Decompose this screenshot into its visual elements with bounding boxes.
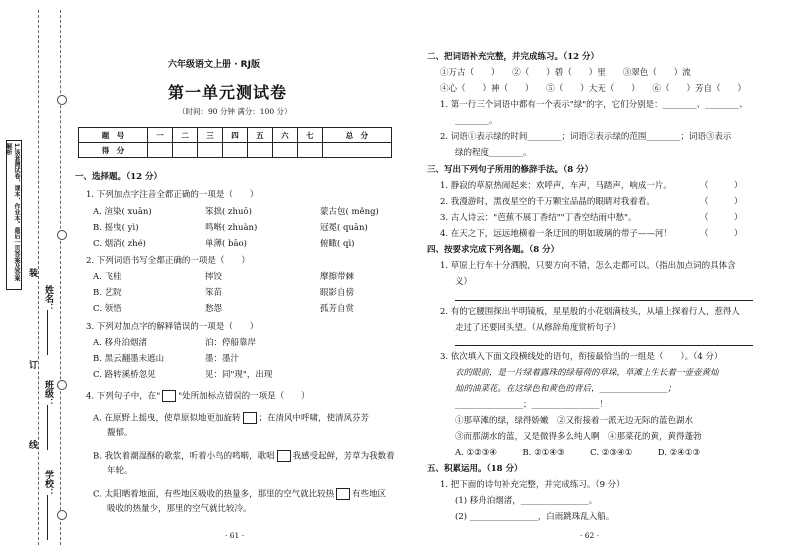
sentence-option-row: ①那草滩的绿，绿得娇嫩 ②又衔接着一派无边无际的蓝色湖水 bbox=[455, 416, 694, 426]
score-table bbox=[78, 127, 392, 158]
score-input-cell[interactable] bbox=[148, 143, 173, 158]
question-stem-continuation: 走过了还要回头望。（从修辞角度赏析句子） bbox=[455, 323, 621, 333]
score-cell: 七 bbox=[297, 128, 322, 143]
score-cell: 得 分 bbox=[79, 143, 148, 158]
option-item: 孤芳自赏 bbox=[320, 304, 355, 314]
option-item: 见：同"现"，出现 bbox=[205, 370, 273, 380]
section-heading: 五、积累运用。（18 分） bbox=[427, 464, 523, 474]
page-number: · 61 · bbox=[225, 531, 245, 540]
option[interactable]: A. 移舟泊烟渚 bbox=[93, 338, 148, 348]
option-item: 愁怨 bbox=[205, 304, 223, 314]
option-item: 冠冕( quān) bbox=[320, 223, 368, 233]
score-table-header-row bbox=[79, 128, 392, 143]
sentence-option-row: ③而那湖水的蓝，又是微得多么纯人啊 ④那菜花的黄，黄得蓬勃 bbox=[455, 432, 702, 442]
question-stem: 3. 依次填入下面文段横线处的语句，衔接最恰当的一组是（ ）。（4 分） bbox=[440, 352, 723, 362]
answer-paren[interactable]: （ ） bbox=[700, 229, 743, 239]
question-stem: 2. 词语①表示绿的时间________；词语②表示绿的范围________；词语③表示 bbox=[440, 132, 732, 142]
score-cell: 三 bbox=[198, 128, 223, 143]
option-continuation: 年轮。 bbox=[107, 466, 133, 476]
section-heading: 二、把词语补充完整，并完成练习。（12 分） bbox=[427, 52, 600, 62]
score-input-cell[interactable] bbox=[198, 143, 223, 158]
option-item: 泊：停船靠岸 bbox=[205, 338, 257, 348]
option-item: 鸣啭( zhuàn) bbox=[205, 223, 258, 233]
option-text: 我感受起鲜，芳草为我数着 bbox=[292, 451, 395, 462]
option[interactable]: C. 烟消( zhé) bbox=[93, 239, 146, 249]
question-stem-part: 4. 下列句子中，在" bbox=[86, 391, 161, 402]
section-heading: 一、选择题。（12 分） bbox=[75, 172, 163, 182]
binding-hole bbox=[57, 380, 67, 390]
question-stem-continuation: 义） bbox=[455, 277, 473, 287]
score-table-score-row bbox=[79, 143, 392, 158]
option-text: A. 在原野上摇曳，使草原似地更加旋转 bbox=[93, 413, 241, 424]
punctuation-box-icon bbox=[336, 488, 350, 500]
score-input-cell[interactable] bbox=[173, 143, 198, 158]
option-item: 摔饺 bbox=[205, 272, 223, 282]
school-field[interactable] bbox=[47, 495, 48, 540]
option-item: 单薄( bāo) bbox=[205, 239, 247, 249]
question-stem: 1. 下列加点字注音全都正确的一项是（ ） bbox=[86, 190, 259, 200]
page-number: · 62 · bbox=[580, 531, 600, 540]
exam-notice-box: 1.该套测试卷，课本，作业本。最后一页答案及答案解析 bbox=[6, 140, 22, 290]
option[interactable]: B. 艺院 bbox=[93, 288, 122, 298]
poem-blank[interactable]: (1) 移舟泊烟渚，________________。 bbox=[455, 496, 598, 506]
question-stem: 2. 下列词语书写全都正确的一项是（ ） bbox=[86, 256, 250, 266]
seal-char: 装 bbox=[27, 268, 37, 277]
punctuation-box-icon bbox=[162, 390, 176, 402]
option-item: 蒙古包( měng) bbox=[320, 207, 379, 217]
option[interactable] bbox=[93, 450, 395, 463]
binding-hole bbox=[57, 230, 67, 240]
question-stem: 3. 古人诗云："芭蕉不展丁香结""丁香空结雨中愁"。 bbox=[440, 213, 637, 223]
question-stem: 1. 第一行三个词语中都有一个表示"绿"的字，它们分别是：________、________、 bbox=[440, 100, 748, 110]
option[interactable]: B. 黑云翻墨未遮山 bbox=[93, 354, 165, 364]
answer-paren[interactable]: （ ） bbox=[700, 181, 743, 191]
question-stem: 1. 草原上行车十分洒脱，只要方向不错，怎么走都可以。（指出加点词的具体含 bbox=[440, 261, 736, 271]
answer-line[interactable] bbox=[455, 345, 753, 346]
punctuation-box-icon bbox=[277, 450, 291, 462]
question-stem: 4. 在天之下，远远地横着一条迂回的明如玻璃的带子——河！ bbox=[440, 229, 672, 239]
exam-subtitle: （时间：90 分钟 满分：100 分） bbox=[178, 107, 292, 116]
option[interactable]: B. 摇曳( yì) bbox=[93, 223, 139, 233]
question-stem: 1. 把下面的诗句补充完整，并完成练习。（9 分） bbox=[440, 480, 625, 490]
answer-paren[interactable]: （ ） bbox=[700, 197, 743, 207]
option[interactable]: A. 渲染( xuān) bbox=[93, 207, 152, 217]
answer-blank[interactable]: ________。 bbox=[455, 116, 498, 126]
seal-char: 订 bbox=[27, 360, 37, 369]
punctuation-box-icon bbox=[243, 412, 257, 424]
answer-line[interactable] bbox=[455, 300, 753, 301]
option-text: C. 太阳晒着地面，有些地区吸收的热量多，那里的空气就比较热 bbox=[93, 489, 335, 500]
binding-line-outer bbox=[38, 10, 39, 545]
class-field[interactable] bbox=[47, 405, 48, 450]
option[interactable]: C. 领悟 bbox=[93, 304, 122, 314]
score-cell: 四 bbox=[222, 128, 247, 143]
binding-hole bbox=[57, 510, 67, 520]
score-cell: 五 bbox=[247, 128, 272, 143]
score-cell: 总 分 bbox=[322, 128, 391, 143]
option[interactable]: C. 路转溪桥忽见 bbox=[93, 370, 156, 380]
option-continuation: 馥郁。 bbox=[107, 428, 133, 438]
page-title: 第一单元测试卷 bbox=[168, 83, 288, 102]
name-field[interactable] bbox=[47, 310, 48, 355]
passage-blanks[interactable]: ________________；________________！ bbox=[455, 400, 609, 410]
question-stem: 2. 我漫游时，黑夜星空的千万颗宝品晶的眼睛对我着看。 bbox=[440, 197, 655, 207]
option-item: 眼影自傍 bbox=[320, 288, 355, 298]
score-cell: 二 bbox=[173, 128, 198, 143]
answer-choices[interactable]: A. ①②③④ B. ②①④③ C. ②③④① D. ②④①③ bbox=[455, 448, 701, 458]
fill-blank-row[interactable]: ①万古（ ） ②（ ）碧（ ）里 ③翠色（ ）流 bbox=[440, 68, 691, 78]
score-input-cell[interactable] bbox=[272, 143, 297, 158]
option-item: 俯瞰( qì) bbox=[320, 239, 355, 249]
score-input-cell[interactable] bbox=[247, 143, 272, 158]
answer-paren[interactable]: （ ） bbox=[700, 213, 743, 223]
option[interactable]: A. 飞桂 bbox=[93, 272, 122, 282]
section-heading: 四、按要求完成下列各题。（8 分） bbox=[427, 245, 560, 255]
poem-blank[interactable]: (2) ________________，白雨跳珠乱入船。 bbox=[455, 512, 615, 522]
section-heading: 三、写出下列句子所用的修辞手法。（8 分） bbox=[427, 165, 594, 175]
option-item: 笨苗 bbox=[205, 288, 223, 298]
binding-line-inner bbox=[60, 10, 61, 545]
class-label: 班级： bbox=[43, 380, 53, 407]
score-input-cell[interactable] bbox=[322, 143, 391, 158]
score-input-cell[interactable] bbox=[222, 143, 247, 158]
school-label: 学校： bbox=[43, 470, 53, 497]
score-input-cell[interactable] bbox=[297, 143, 322, 158]
option-text: ；在清风中呼啸，使清风芬芳 bbox=[258, 413, 370, 424]
reading-passage: 衣的眼前，是一片绿着露珠的绿莓荷的草垛，草滩上生长着一壶壶黄灿 bbox=[455, 368, 719, 378]
option-item: 摩擦带棘 bbox=[320, 272, 355, 282]
binding-hole bbox=[57, 95, 67, 105]
score-cell: 六 bbox=[272, 128, 297, 143]
seal-char: 线 bbox=[27, 440, 37, 449]
option-item: 墨：墨汁 bbox=[205, 354, 240, 364]
option-continuation: 吸收的热量少，那里的空气就比较冷。 bbox=[107, 504, 252, 514]
option[interactable] bbox=[93, 412, 369, 425]
option-text: 有些地区 bbox=[352, 489, 387, 500]
question-stem: 1. 静寂的草原热闹起来：欢呼声，车声，马踏声，响成一片。 bbox=[440, 181, 672, 191]
score-cell: 一 bbox=[148, 128, 173, 143]
question-stem: 3. 下列对加点字的解释错误的一项是（ ） bbox=[86, 322, 259, 332]
question-stem-continuation: 绿的程度________。 bbox=[455, 148, 532, 158]
question-stem: 2. 有的它腰围探出半明镜板，星星般的小花烟满枝头，从墙上探着行人，惹得人 bbox=[440, 307, 740, 317]
reading-passage: 灿的油菜花。在这绿色和黄色的背后，________________； bbox=[455, 384, 677, 394]
question-stem-part: "处所加标点错误的一项是（ ） bbox=[178, 391, 310, 402]
fill-blank-row[interactable]: ④心（ ）神（ ） ⑤（ ）大无（ ） ⑥（ ）芳自（ ） bbox=[440, 84, 747, 94]
option-item: 笨拙( zhuō) bbox=[205, 207, 252, 217]
option-text: B. 我饮着潮湿酥的歌浆，听着小鸟的鸣啭，歌唱 bbox=[93, 451, 275, 462]
question-stem bbox=[86, 390, 310, 403]
option[interactable] bbox=[93, 488, 386, 501]
book-header: 六年级语文上册 · RJ版 bbox=[168, 60, 260, 70]
score-cell: 题 号 bbox=[79, 128, 148, 143]
name-label: 姓名： bbox=[43, 285, 53, 312]
